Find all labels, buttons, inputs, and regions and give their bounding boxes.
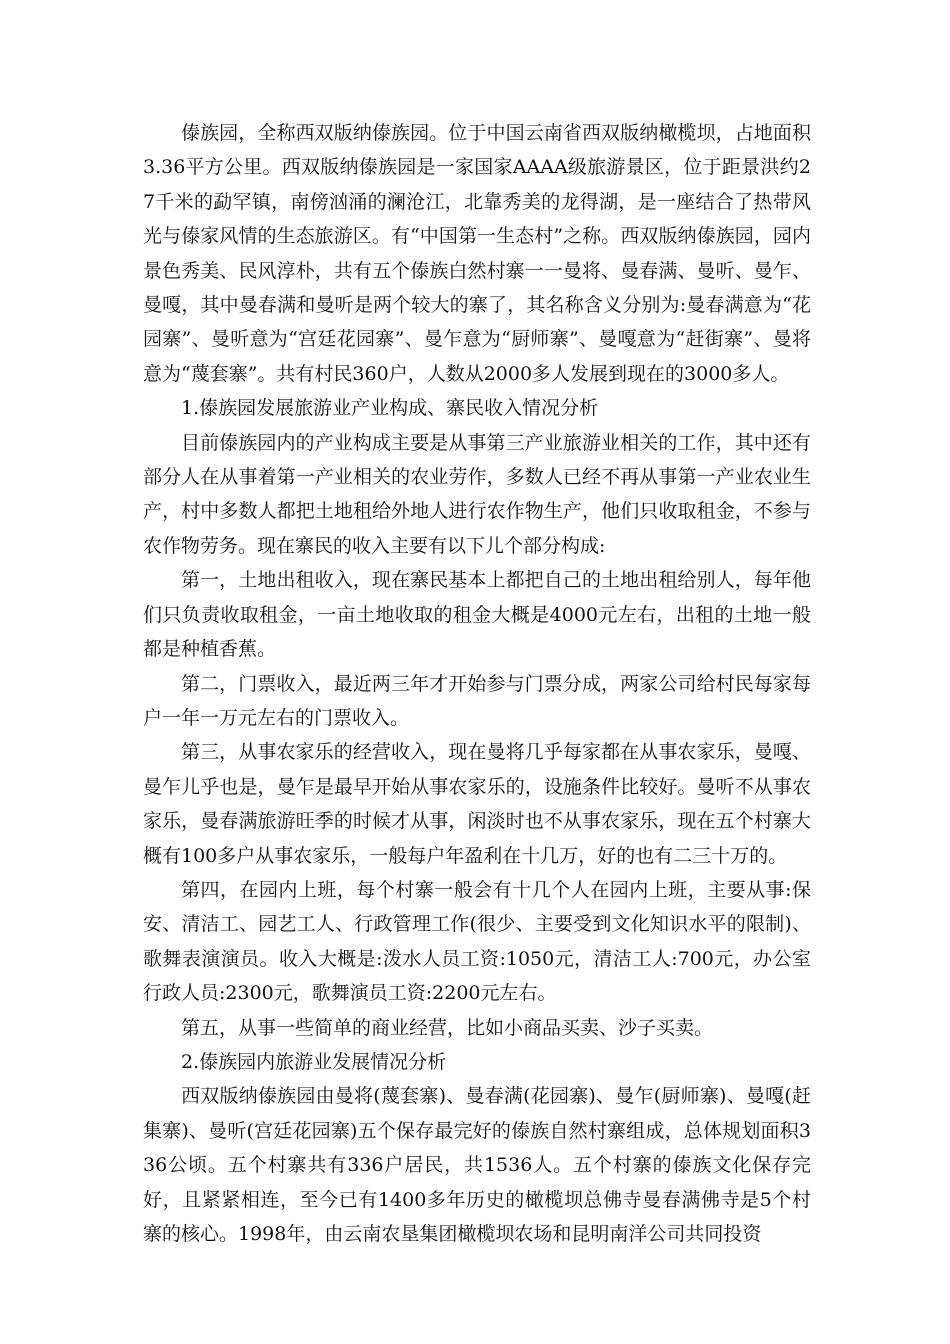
section-heading-2: 2.傣族园内旅游业发展情况分析 <box>181 1050 447 1073</box>
paragraph-income-land: 第一，土地出租收入，现在寨民基本上都把自己的土地出租给别人，每年他们只负责收取租金，一亩土地收取的租金大概是4000元左右，出租的土地一般都是种植香蕉。 <box>143 569 811 661</box>
paragraph-tourism-development: 西双版纳傣族园由曼将(蔑套寨)、曼春满(花园寨)、曼乍(厨师寨)、曼嘎(赶集寨)、曼听(宫廷花园寨)五个保存最完好的傣族自然村寨组成，总体规划面积336公顷。五个村寨共有336户居民，共1536人。五个村寨的傣族文化保存完好，且紧紧相连，至今已有1400多年历史的橄榄坝总佛寺曼春满佛寺是5个村寨的核心。1998年，由云南农垦集团橄榄坝农场和昆明南洋公司共同投资 <box>143 1085 811 1245</box>
paragraph-income-farmhouse: 第三，从事农家乐的经营收入，现在曼将几乎每家都在从事农家乐，曼嘎、曼乍儿乎也是，曼乍是最早开始从事农家乐的，设施条件比较好。曼听不从事农家乐，曼春满旅游旺季的时候才从事，闲淡时也不从事农家乐，现在五个村寨大概有100多户从事农家乐，一般每户年盈利在十几万，好的也有二三十万的。 <box>143 741 811 867</box>
paragraph-industry-structure: 目前傣族园内的产业构成主要是从事第三产业旅游业相关的工作，其中还有部分人在从事着第一产业相关的农业劳作，多数人已经不再从事第一产业农业生产，村中多数人都把土地租给外地人进行农作物生产，他们只收取租金，不参与农作物劳务。现在寨民的收入主要有以下儿个部分构成: <box>143 431 811 557</box>
paragraph-income-business: 第五，从事一些简单的商业经营，比如小商品买卖、沙子买卖。 <box>181 1016 714 1039</box>
paragraph-intro: 傣族园，全称西双版纳傣族园。位于中国云南省西双版纳橄榄坝，占地面积3.36平方公里。西双版纳傣族园是一家国家AAAA级旅游景区，位于距景洪约27千米的勐罕镇，南傍汹涌的澜沧江，北靠秀美的龙得湖，是一座结合了热带风光与傣家风情的生态旅游区。有“中国第一生态村”之称。西双版纳傣族园，园内景色秀美、民风淳朴，共有五个傣族白然村寨一一曼将、曼春满、曼听、曼乍、曼嘎，其中曼春满和曼听是两个较大的寨了，其名称含义分别为:曼春满意为“花园寨”、曼听意为“宫廷花园寨”、曼乍意为“厨师寨”、曼嘎意为“赶街寨”、曼将意为“蔑套寨”。共有村民360户，人数从2000多人发展到现在的3000多人。 <box>143 122 811 385</box>
section-heading-1: 1.傣族园发展旅游业产业构成、寨民收入情况分析 <box>181 397 599 420</box>
document-body <box>143 116 811 1251</box>
paragraph-income-employment: 第四，在园内上班，每个村寨一般会有十几个人在园内上班，主要从事:保安、清洁工、园艺工人、行政管理工作(很少、主要受到文化知识水平的限制)、歌舞表演演员。收入大概是:泼水人员工资:1050元，清洁工人:700元，办公室行政人员:2300元，歌舞演员工资:2200元左右。 <box>143 878 811 1005</box>
paragraph-income-tickets: 第二，门票收入，最近两三年才开始参与门票分成，两家公司给村民每家每户一年一万元左右的门票收入。 <box>143 672 811 729</box>
